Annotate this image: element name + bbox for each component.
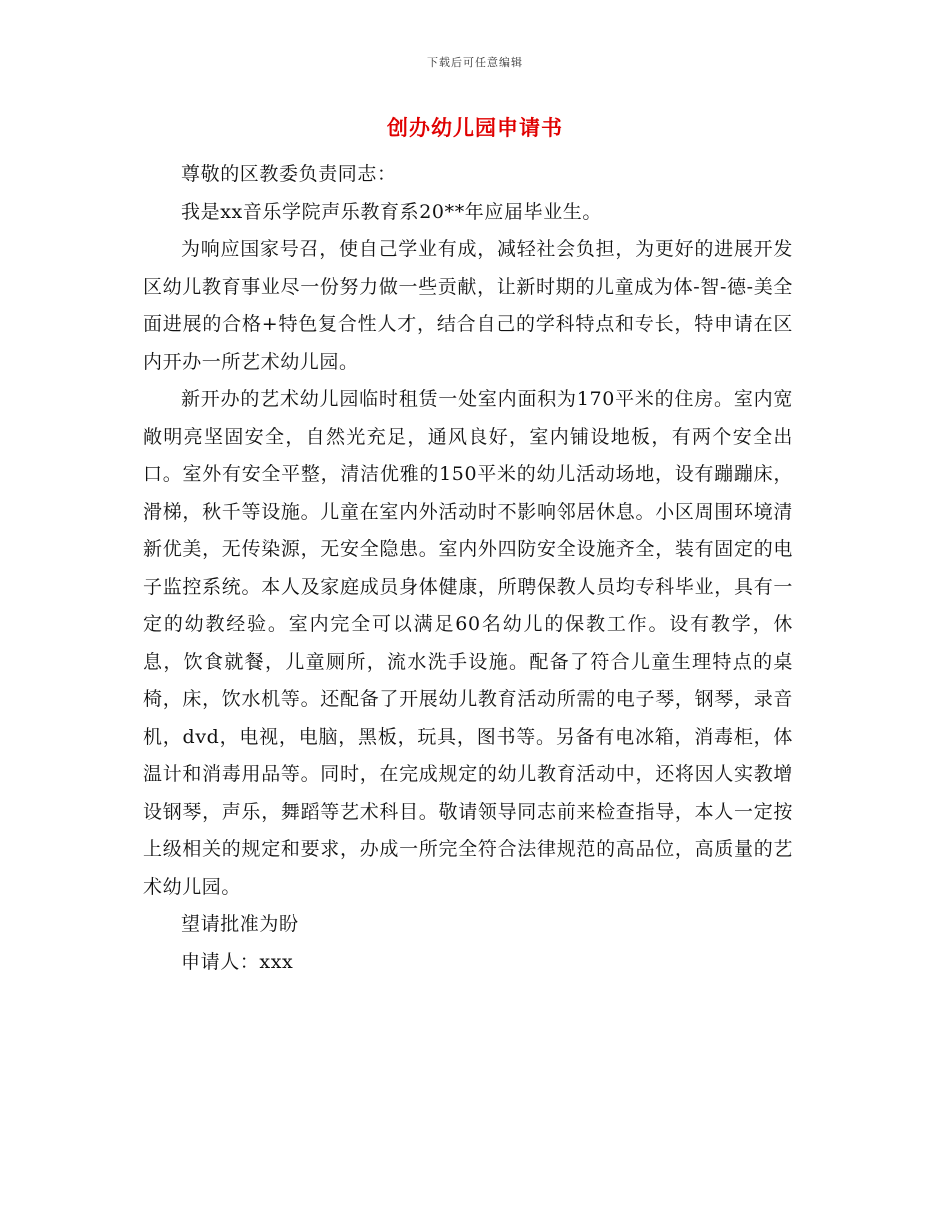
paragraph-purpose: 为响应国家号召，使自己学业有成，减轻社会负担，为更好的进展开发区幼儿教育事业尽一份努力做一些贡献，让新时期的儿童成为体-智-德-美全面进展的合格+特色复合性人才，结合自己的学科特点和专长，特申请在区内开办一所艺术幼儿园。: [143, 238, 793, 373]
paragraph-facilities: 新开办的艺术幼儿园临时租赁一处室内面积为170平米的住房。室内宽敞明亮坚固安全，自然光充足，通风良好，室内铺设地板，有两个安全出口。室外有安全平整，清洁优雅的150平米的幼儿活动场地，设有蹦蹦床，滑梯，秋千等设施。儿童在室内外活动时不影响邻居休息。小区周围环境清新优美，无传染源，无安全隐患。室内外四防安全设施齐全，装有固定的电子监控系统。本人及家庭成员身体健康，所聘保教人员均专科毕业，具有一定的幼教经验。室内完全可以满足60名幼儿的保教工作。设有教学，休息，饮食就餐，儿童厕所，流水洗手设施。配备了符合儿童生理特点的桌椅，床，饮水机等。还配备了开展幼儿教育活动所需的电子琴，钢琴，录音机，dvd，电视，电脑，黑板，玩具，图书等。另备有电冰箱，消毒柜，体温计和消毒用品等。同时，在完成规定的幼儿教育活动中，还将因人实教增设钢琴，声乐，舞蹈等艺术科目。敬请领导同志前来检查指导，本人一定按上级相关的规定和要求，办成一所完全符合法律规范的高品位，高质量的艺术幼儿园。: [143, 388, 793, 898]
document-body: [143, 156, 793, 981]
signature-line: 申请人：xxx: [181, 950, 294, 973]
closing-line: 望请批准为盼: [181, 913, 299, 935]
header-note: 下载后可任意编辑: [427, 56, 523, 69]
salutation: 尊敬的区教委负责同志：: [181, 163, 397, 185]
paragraph-intro: 我是xx音乐学院声乐教育系20**年应届毕业生。: [181, 200, 603, 223]
document-title: 创办幼儿园申请书: [387, 116, 563, 140]
